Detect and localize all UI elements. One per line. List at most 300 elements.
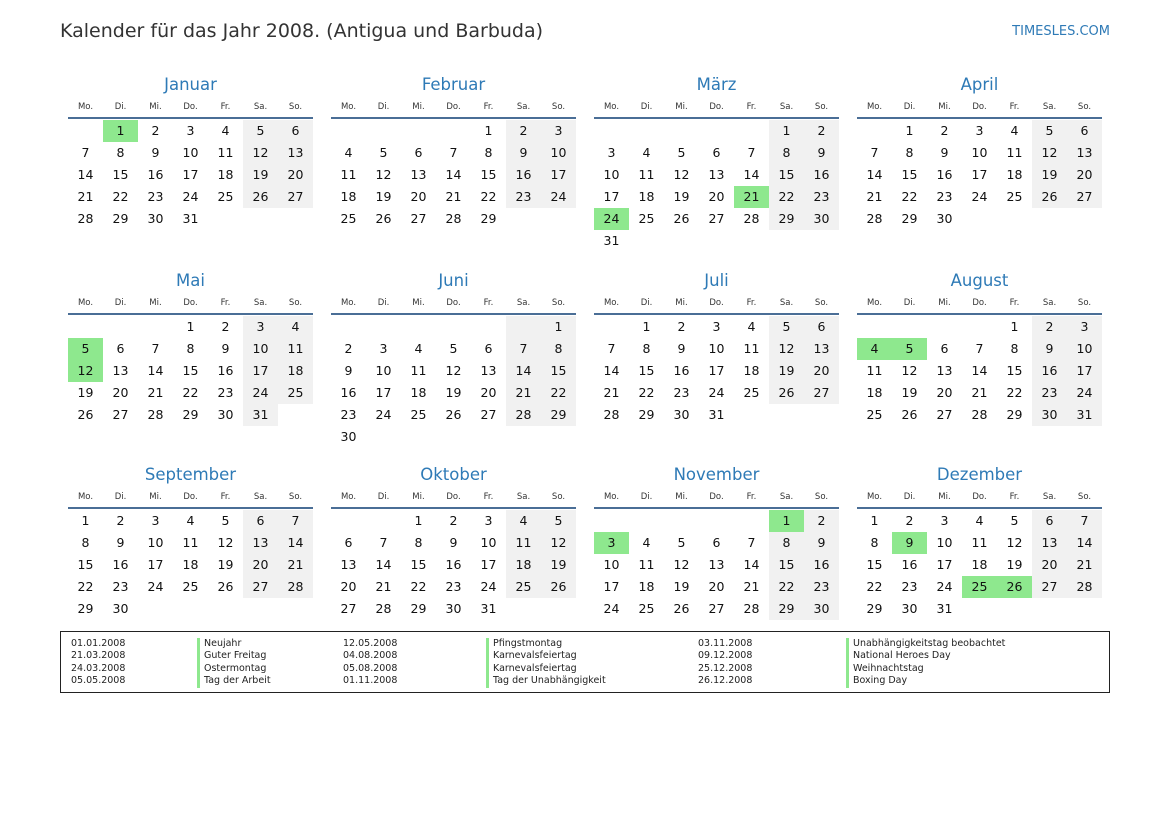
day-cell: 26 — [901, 407, 918, 422]
day-cell: 21 — [743, 579, 760, 594]
day-cell: 8 — [642, 341, 651, 356]
week-row — [594, 186, 839, 208]
weekday-label: So. — [288, 102, 303, 112]
day-cell: 31 — [182, 211, 199, 226]
day-cell: 13 — [410, 167, 427, 182]
month-märz — [594, 74, 839, 270]
day-empty — [471, 426, 506, 448]
week-row — [331, 186, 576, 208]
day-cell: 4 — [278, 316, 313, 338]
day-cell: 27 — [1032, 576, 1067, 598]
day-cell: 29 — [112, 211, 129, 226]
day-cell: 12 — [1006, 535, 1023, 550]
holiday-legend — [60, 631, 1110, 693]
week-row — [857, 186, 1102, 208]
weekday-label: Di. — [640, 102, 653, 112]
day-empty — [331, 510, 366, 532]
day-cell: 8 — [769, 142, 804, 164]
day-cell: 4 — [344, 145, 353, 160]
day-cell: 1 — [769, 120, 804, 142]
day-cell: 5 — [769, 316, 804, 338]
day-cell: 7 — [870, 145, 879, 160]
day-empty — [541, 426, 576, 448]
day-cell: 22 — [1006, 385, 1023, 400]
day-cell: 23 — [147, 189, 164, 204]
day-cell: 22 — [480, 189, 497, 204]
day-cell: 3 — [607, 145, 616, 160]
weekday-label: Sa. — [253, 298, 268, 308]
day-empty — [366, 120, 401, 142]
month-juni — [331, 270, 576, 464]
day-empty — [1032, 208, 1067, 230]
day-cell: 25 — [217, 189, 234, 204]
week-row — [594, 598, 839, 620]
day-cell: 25 — [340, 211, 357, 226]
weekday-label: Di. — [903, 298, 916, 308]
day-cell: 30 — [901, 601, 918, 616]
day-cell: 22 — [866, 579, 883, 594]
day-empty — [506, 598, 541, 620]
day-cell: 23 — [217, 385, 234, 400]
day-cell: 14 — [77, 167, 94, 182]
day-empty — [664, 120, 699, 142]
day-cell: 28 — [278, 576, 313, 598]
day-cell: 23 — [506, 186, 541, 208]
day-cell: 12 — [243, 142, 278, 164]
day-cell: 5 — [379, 145, 388, 160]
day-cell: 3 — [151, 513, 160, 528]
day-empty — [1032, 598, 1067, 620]
day-cell: 26 — [673, 601, 690, 616]
day-cell: 19 — [541, 554, 576, 576]
day-cell-holiday: 1 — [103, 120, 138, 142]
day-cell: 26 — [673, 211, 690, 226]
day-cell: 6 — [243, 510, 278, 532]
month-title: Oktober — [420, 465, 487, 484]
day-cell: 7 — [1067, 510, 1102, 532]
week-row — [68, 382, 313, 404]
day-cell-holiday: 9 — [892, 532, 927, 554]
day-cell: 9 — [804, 142, 839, 164]
day-empty — [734, 120, 769, 142]
day-empty — [857, 316, 892, 338]
weekday-label: Do. — [446, 298, 461, 308]
day-cell: 3 — [975, 123, 984, 138]
weekday-label: Fr. — [483, 492, 494, 502]
day-cell: 1 — [870, 513, 879, 528]
legend-date: 25.12.2008 — [698, 662, 753, 674]
day-cell: 30 — [1032, 404, 1067, 426]
month-title: September — [144, 465, 237, 484]
day-cell: 26 — [217, 579, 234, 594]
day-cell: 15 — [901, 167, 918, 182]
day-empty — [541, 208, 576, 230]
day-cell: 2 — [221, 319, 230, 334]
day-cell: 9 — [506, 142, 541, 164]
weekday-label: Do. — [972, 492, 987, 502]
day-empty — [594, 120, 629, 142]
day-cell: 20 — [410, 189, 427, 204]
weekday-label: Fr. — [483, 298, 494, 308]
day-cell: 7 — [81, 145, 90, 160]
day-cell: 1 — [541, 316, 576, 338]
legend-date: 01.01.2008 — [71, 638, 126, 649]
week-row — [857, 576, 1102, 598]
day-empty — [471, 316, 506, 338]
weekday-label: Mi. — [675, 102, 688, 112]
day-cell: 1 — [414, 513, 423, 528]
weekday-label: Mo. — [603, 102, 620, 112]
day-empty — [734, 510, 769, 532]
week-row — [331, 510, 576, 532]
day-cell: 7 — [607, 341, 616, 356]
day-cell: 25 — [638, 211, 655, 226]
week-row — [857, 510, 1102, 532]
weekday-label: Di. — [377, 102, 390, 112]
weekday-label: Mo. — [340, 102, 357, 112]
day-cell: 5 — [677, 535, 686, 550]
day-cell: 13 — [243, 532, 278, 554]
week-row — [857, 120, 1102, 142]
day-empty — [506, 426, 541, 448]
day-cell: 1 — [484, 123, 493, 138]
week-row — [594, 208, 839, 230]
weekday-label: Mo. — [866, 298, 883, 308]
day-cell: 23 — [340, 407, 357, 422]
day-cell: 8 — [414, 535, 423, 550]
day-cell: 14 — [743, 167, 760, 182]
day-empty — [594, 510, 629, 532]
day-cell: 13 — [112, 363, 129, 378]
weekday-label: Sa. — [779, 102, 794, 112]
day-cell: 21 — [445, 189, 462, 204]
week-row — [68, 598, 313, 620]
day-cell: 2 — [804, 510, 839, 532]
day-cell: 12 — [445, 363, 462, 378]
day-cell: 24 — [182, 189, 199, 204]
weekday-label: Di. — [640, 492, 653, 502]
weekday-label: Fr. — [1009, 102, 1020, 112]
week-row — [68, 316, 313, 338]
day-cell: 21 — [971, 385, 988, 400]
day-cell: 30 — [936, 211, 953, 226]
weekday-label: So. — [551, 492, 566, 502]
legend-holiday-name: National Heroes Day — [853, 650, 951, 662]
day-cell: 6 — [1032, 510, 1067, 532]
legend-date: 05.08.2008 — [343, 662, 398, 674]
day-cell: 11 — [278, 338, 313, 360]
weekday-label: Do. — [709, 492, 724, 502]
day-empty — [962, 316, 997, 338]
day-cell: 2 — [151, 123, 160, 138]
legend-date-column — [71, 638, 125, 688]
weekday-label: Mo. — [77, 492, 94, 502]
week-row — [331, 338, 576, 360]
legend-holiday-name: Karnevalsfeiertag — [493, 650, 577, 662]
day-cell: 19 — [769, 360, 804, 382]
day-cell: 13 — [480, 363, 497, 378]
day-cell-holiday: 3 — [594, 532, 629, 554]
day-cell: 25 — [278, 382, 313, 404]
day-cell: 13 — [708, 557, 725, 572]
day-empty — [804, 404, 839, 426]
day-cell: 17 — [147, 557, 164, 572]
week-row — [68, 576, 313, 598]
legend-date: 01.11.2008 — [343, 675, 398, 687]
day-cell: 3 — [1067, 316, 1102, 338]
week-row — [68, 164, 313, 186]
day-empty — [138, 316, 173, 338]
week-row — [331, 208, 576, 230]
day-empty — [401, 316, 436, 338]
day-cell-holiday: 21 — [734, 186, 769, 208]
day-cell: 20 — [1032, 554, 1067, 576]
calendar-grid — [68, 74, 1102, 634]
day-cell: 9 — [116, 535, 125, 550]
month-november — [594, 464, 839, 634]
day-cell: 15 — [1006, 363, 1023, 378]
weekday-header — [68, 292, 313, 315]
day-cell: 18 — [182, 557, 199, 572]
day-cell: 21 — [506, 382, 541, 404]
day-cell: 25 — [182, 579, 199, 594]
day-cell: 3 — [712, 319, 721, 334]
day-cell: 3 — [379, 341, 388, 356]
day-cell: 14 — [147, 363, 164, 378]
weekday-label: Do. — [709, 298, 724, 308]
day-cell: 20 — [480, 385, 497, 400]
day-cell: 12 — [217, 535, 234, 550]
day-cell: 19 — [901, 385, 918, 400]
day-cell: 17 — [603, 189, 620, 204]
day-empty — [629, 510, 664, 532]
day-cell: 29 — [410, 601, 427, 616]
day-cell: 11 — [217, 145, 234, 160]
weekday-label: Sa. — [253, 492, 268, 502]
day-cell: 2 — [449, 513, 458, 528]
day-cell-holiday: 26 — [997, 576, 1032, 598]
day-cell: 6 — [712, 535, 721, 550]
day-cell: 28 — [603, 407, 620, 422]
legend-date: 04.08.2008 — [343, 650, 398, 662]
day-cell: 3 — [243, 316, 278, 338]
week-row — [857, 360, 1102, 382]
day-cell: 13 — [708, 167, 725, 182]
day-cell: 4 — [642, 535, 651, 550]
day-cell: 8 — [541, 338, 576, 360]
day-cell: 30 — [804, 598, 839, 620]
day-cell: 26 — [77, 407, 94, 422]
month-oktober — [331, 464, 576, 634]
day-cell: 22 — [901, 189, 918, 204]
day-cell: 18 — [340, 189, 357, 204]
weekday-label: Mo. — [603, 492, 620, 502]
day-empty — [278, 404, 313, 426]
day-cell: 12 — [1032, 142, 1067, 164]
weekday-label: Do. — [183, 102, 198, 112]
day-cell: 21 — [147, 385, 164, 400]
day-cell: 28 — [743, 601, 760, 616]
day-empty — [962, 598, 997, 620]
day-cell: 9 — [804, 532, 839, 554]
day-cell: 2 — [804, 120, 839, 142]
day-cell: 27 — [708, 601, 725, 616]
weekday-label: So. — [1077, 102, 1092, 112]
day-cell: 20 — [708, 579, 725, 594]
day-cell: 22 — [77, 579, 94, 594]
weekday-header — [331, 292, 576, 315]
day-cell: 5 — [243, 120, 278, 142]
day-cell: 7 — [747, 145, 756, 160]
weekday-label: Fr. — [1009, 298, 1020, 308]
day-cell: 8 — [484, 145, 493, 160]
month-title: März — [696, 75, 737, 94]
day-cell: 4 — [747, 319, 756, 334]
day-cell: 23 — [936, 189, 953, 204]
day-cell: 28 — [506, 404, 541, 426]
day-cell: 20 — [340, 579, 357, 594]
day-empty — [208, 208, 243, 230]
day-empty — [1067, 598, 1102, 620]
day-empty — [436, 316, 471, 338]
legend-holiday-name: Tag der Arbeit — [204, 675, 271, 687]
legend-name-column — [846, 638, 1005, 688]
week-row — [331, 554, 576, 576]
weekday-label: Mi. — [412, 298, 425, 308]
day-empty — [208, 598, 243, 620]
day-cell: 25 — [866, 407, 883, 422]
day-cell: 24 — [708, 385, 725, 400]
day-cell: 8 — [186, 341, 195, 356]
weekday-label: Mo. — [866, 492, 883, 502]
week-row — [68, 338, 313, 360]
day-cell: 29 — [77, 601, 94, 616]
day-empty — [436, 120, 471, 142]
day-cell: 16 — [901, 557, 918, 572]
week-row — [331, 532, 576, 554]
day-cell: 8 — [116, 145, 125, 160]
day-cell: 25 — [1006, 189, 1023, 204]
legend-holiday-name: Weihnachtstag — [853, 662, 924, 674]
day-empty — [699, 230, 734, 252]
weekday-label: Sa. — [516, 492, 531, 502]
weekday-label: Mo. — [603, 298, 620, 308]
day-cell: 10 — [708, 341, 725, 356]
weekday-label: So. — [551, 298, 566, 308]
week-row — [331, 142, 576, 164]
week-row — [594, 404, 839, 426]
day-empty — [927, 316, 962, 338]
day-cell: 17 — [480, 557, 497, 572]
week-row — [857, 208, 1102, 230]
day-cell: 27 — [936, 407, 953, 422]
day-cell: 12 — [375, 167, 392, 182]
day-cell: 26 — [1032, 186, 1067, 208]
weekday-label: Fr. — [746, 298, 757, 308]
month-september — [68, 464, 313, 634]
day-cell: 5 — [1032, 120, 1067, 142]
day-cell: 28 — [77, 211, 94, 226]
month-august — [857, 270, 1102, 464]
day-cell: 15 — [77, 557, 94, 572]
day-cell: 10 — [243, 338, 278, 360]
day-cell: 15 — [769, 164, 804, 186]
day-cell: 7 — [747, 535, 756, 550]
site-link[interactable]: TIMESLES.COM — [1012, 24, 1110, 39]
day-cell: 22 — [410, 579, 427, 594]
day-cell-holiday: 1 — [769, 510, 804, 532]
legend-holiday-name: Unabhängigkeitstag beobachtet — [853, 638, 1006, 649]
day-empty — [68, 120, 103, 142]
week-row — [857, 532, 1102, 554]
day-cell: 15 — [112, 167, 129, 182]
week-row — [68, 208, 313, 230]
weekday-label: Sa. — [779, 298, 794, 308]
legend-date: 05.05.2008 — [71, 675, 126, 687]
week-row — [857, 164, 1102, 186]
day-cell: 14 — [278, 532, 313, 554]
day-cell: 16 — [936, 167, 953, 182]
month-februar — [331, 74, 576, 270]
legend-holiday-name: Boxing Day — [853, 675, 908, 687]
day-cell: 10 — [541, 142, 576, 164]
weekday-label: Sa. — [779, 492, 794, 502]
day-cell: 27 — [340, 601, 357, 616]
week-row — [857, 598, 1102, 620]
day-cell: 6 — [344, 535, 353, 550]
day-cell: 12 — [541, 532, 576, 554]
day-cell: 17 — [603, 579, 620, 594]
weekday-label: Do. — [972, 298, 987, 308]
day-cell: 5 — [677, 145, 686, 160]
week-row — [857, 316, 1102, 338]
day-cell: 29 — [769, 598, 804, 620]
day-cell: 15 — [866, 557, 883, 572]
day-cell: 29 — [866, 601, 883, 616]
day-cell: 9 — [151, 145, 160, 160]
day-empty — [541, 598, 576, 620]
day-cell: 6 — [414, 145, 423, 160]
week-row — [857, 554, 1102, 576]
weekday-label: Sa. — [516, 102, 531, 112]
day-cell: 6 — [116, 341, 125, 356]
week-row — [594, 338, 839, 360]
day-empty — [1067, 208, 1102, 230]
day-cell: 29 — [901, 211, 918, 226]
weekday-label: Mo. — [866, 102, 883, 112]
day-cell: 13 — [340, 557, 357, 572]
legend-holiday-name: Neujahr — [204, 638, 242, 649]
day-cell: 15 — [182, 363, 199, 378]
day-cell: 10 — [971, 145, 988, 160]
week-row — [857, 338, 1102, 360]
weekday-label: So. — [551, 102, 566, 112]
day-cell: 11 — [866, 363, 883, 378]
day-cell: 16 — [804, 554, 839, 576]
day-cell: 31 — [603, 233, 620, 248]
day-cell: 10 — [147, 535, 164, 550]
week-row — [68, 510, 313, 532]
weekday-header — [331, 96, 576, 119]
weekday-label: Fr. — [483, 102, 494, 112]
day-cell: 10 — [603, 557, 620, 572]
day-cell: 18 — [638, 189, 655, 204]
legend-name-column — [486, 638, 606, 688]
day-cell: 13 — [1067, 142, 1102, 164]
weekday-label: Mi. — [675, 492, 688, 502]
weekday-label: So. — [1077, 492, 1092, 502]
legend-holiday-name: Pfingstmontag — [493, 638, 563, 649]
